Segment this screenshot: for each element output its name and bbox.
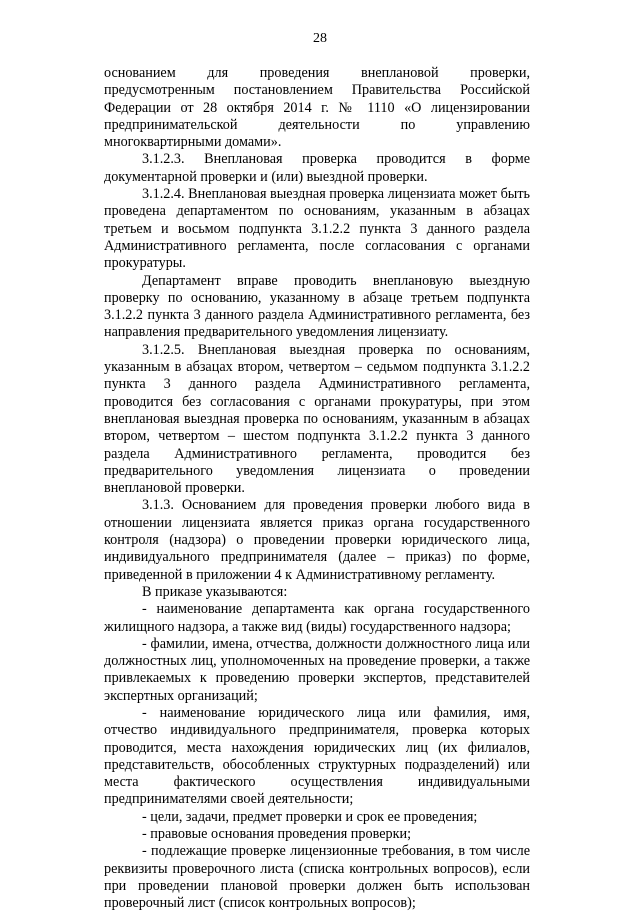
document-body [104, 65, 530, 913]
page-number: 28 [313, 31, 327, 46]
list-item-license-requirements: - подлежащие проверке лицензионные требования, в том числе реквизиты проверочного листа (списка контрольных вопросов), если при проведении плановой проверки должен быть использован проверочный лист (список контрольных вопросов); [104, 843, 530, 912]
paragraph-3-1-3: 3.1.3. Основанием для проведения проверки любого вида в отношении лицензиата является приказ органа государственного контроля (надзора) о проведении проверки юридического лица, индивидуального предпринимателя (далее – приказ) по форме, приведенной в приложении 4 к Административному регламенту. [104, 497, 530, 583]
paragraph-3-1-2-4: 3.1.2.4. Внеплановая выездная проверка лицензиата может быть проведена департаментом по основаниям, указанным в абзацах третьем и восьмом подпункта 3.1.2.2 пункта 3 данного раздела Административного регламента, после согласования с органами прокуратуры. [104, 186, 530, 272]
list-item-goals: - цели, задачи, предмет проверки и срок ее проведения; [142, 808, 478, 825]
list-item-legal-entity: - наименование юридического лица или фамилия, имя, отчество индивидуального предпринимателя, проверка которых проводится, места нахождения юридических лиц (их филиалов, представительств, обособленных структурных подразделений) или места фактического осуществления индивидуальными предпринимателями своей деятельности; [104, 704, 530, 808]
paragraph-department-right: Департамент вправе проводить внеплановую выездную проверку по основанию, указанному в абзаце третьем подпункта 3.1.2.2 пункта 3 данного раздела Административного регламента, без направления предварительного уведомления лицензиату. [104, 272, 530, 341]
paragraph-order-intro: В приказе указываются: [142, 583, 288, 600]
list-item-officials: - фамилии, имена, отчества, должности должностного лица или должностных лиц, уполномоченных на проведение проверки, а также привлекаемых к проведению проверки экспертов, представителей экспертных организаций; [104, 635, 530, 704]
paragraph-3-1-2-3: 3.1.2.3. Внеплановая проверка проводится в форме документарной проверки и (или) выездной проверки. [104, 151, 530, 185]
paragraph-3-1-2-5: 3.1.2.5. Внеплановая выездная проверка по основаниям, указанным в абзацах втором, четвертом – седьмом подпункта 3.1.2.2 пункта 3 данного раздела Административного регламента, проводится без согласования с органами прокуратуры, при этом внеплановая выездная проверка по основаниям, указанным в абзацах втором, четвертом – шестом подпункта 3.1.2.2 пункта 3 данного раздела Административного регламента, проводится без предварительного уведомления лицензиата о проведении внеплановой проверки. [104, 341, 530, 497]
list-item-department-name: - наименование департамента как органа государственного жилищного надзора, а также вид (виды) государственного надзора; [104, 601, 530, 635]
list-item-legal-basis: - правовые основания проведения проверки; [142, 826, 412, 843]
paragraph-continuation: основанием для проведения внеплановой проверки, предусмотренным постановлением Правительства Российской Федерации от 28 октября 2014 г. № 1110 «О лицензировании предпринимательской деятельности по управлению многоквартирными домами». [104, 65, 530, 151]
